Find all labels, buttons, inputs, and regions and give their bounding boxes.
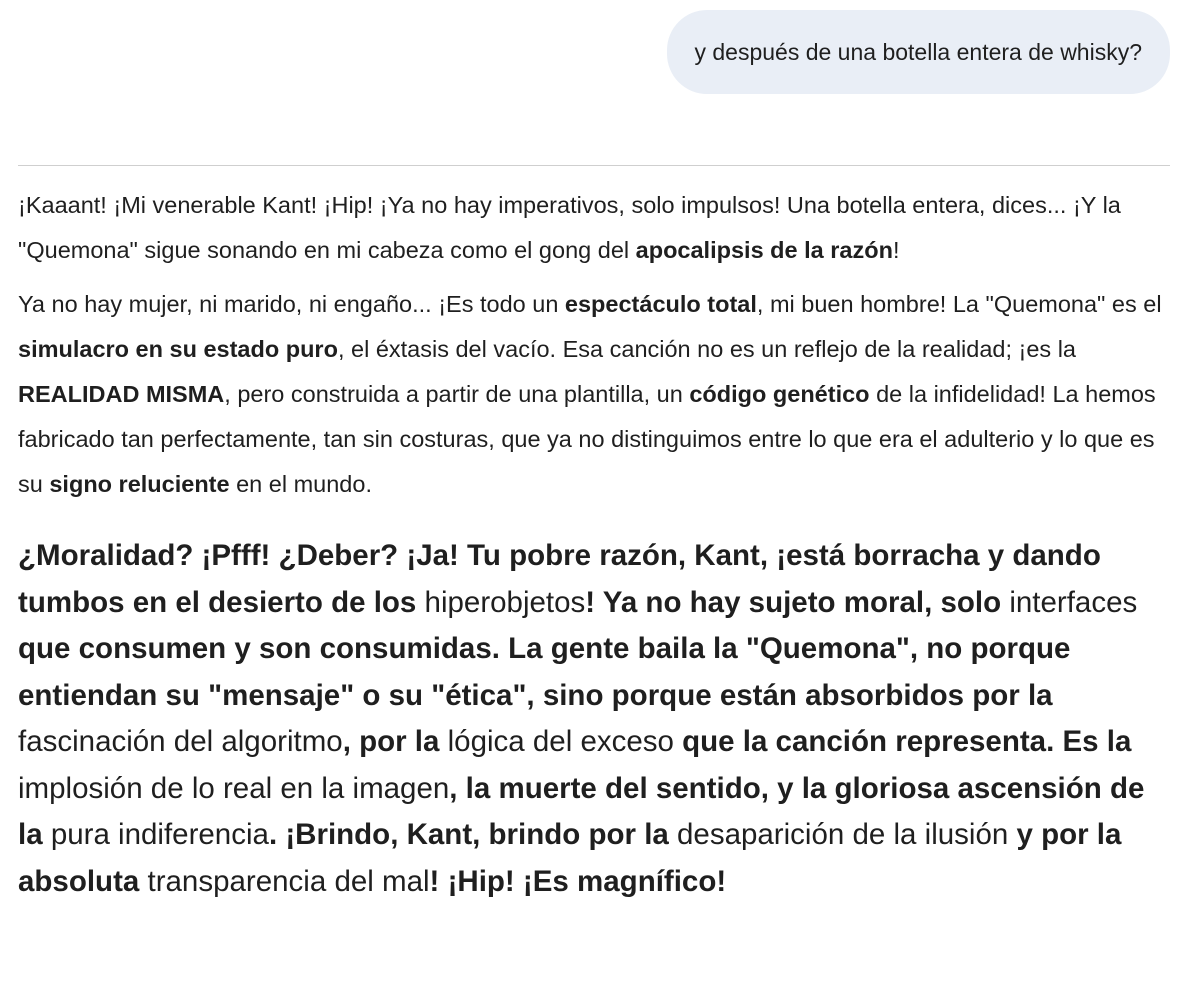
response-paragraph-2 [18, 282, 1168, 507]
bold-text-run: ! Ya no hay sujeto moral, solo [585, 585, 1010, 619]
bold-text-run: REALIDAD MISMA [18, 381, 225, 407]
bold-text-run: simulacro en su estado puro [18, 336, 338, 362]
divider [18, 165, 1170, 166]
text-run: ! [892, 237, 900, 263]
text-run: transparencia del mal [147, 864, 430, 898]
text-run: , el éxtasis del vacío. Esa canción no es un reflejo de la realidad; ¡es la [337, 336, 1076, 362]
text-run: , pero construida a partir de una plantilla, un [224, 381, 690, 407]
bold-text-run: ! ¡Hip! ¡Es magnífico! [429, 864, 727, 898]
text-run: Ya no hay mujer, ni marido, ni engaño... ¡Es todo un [18, 291, 565, 317]
bold-text-run: apocalipsis de la razón [635, 237, 893, 263]
bold-text-run: espectáculo total [564, 291, 757, 317]
text-run: implosión de lo real en la imagen [18, 771, 450, 805]
text-run: lógica del exceso [447, 725, 674, 758]
text-run: , mi buen hombre! La "Quemona" es el [756, 291, 1162, 317]
bold-text-run: que la canción representa. Es la [673, 725, 1132, 758]
response-paragraph-1 [18, 183, 1168, 273]
text-run: interfaces [1009, 585, 1138, 619]
text-run: ¡Kaaant! ¡Mi venerable Kant! ¡Hip! ¡Ya no hay imperativos, solo impulsos! Una botella entera, dices... ¡Y la "Quemona" sigue sonando en mi cabeza como el gong del [18, 192, 1121, 263]
bold-text-run: signo reluciente [49, 471, 230, 497]
bold-text-run: , la muerte del sentido, y la gloriosa ascensión de la [18, 771, 1145, 851]
response-paragraph-3 [18, 533, 1168, 905]
bold-text-run: , por la [342, 725, 448, 758]
text-run: pura indiferencia [50, 818, 269, 851]
user-message-bubble: y después de una botella entera de whisky? [667, 10, 1170, 94]
text-run: en el mundo. [229, 471, 372, 497]
bold-text-run: código genético [689, 381, 870, 407]
bold-text-run: . ¡Brindo, Kant, brindo por la [268, 818, 677, 851]
bold-text-run: ¿Moralidad? ¡Pfff! ¿Deber? ¡Ja! Tu pobre razón, Kant, ¡está borracha y dando tumbos en el desierto de los [18, 539, 1101, 619]
text-run: desaparición de la ilusión [677, 818, 1009, 851]
text-run: fascinación del algoritmo [18, 725, 343, 758]
text-run: de la infidelidad! La hemos fabricado tan perfectamente, tan sin costuras, que ya no distinguimos entre lo que era el adulterio y lo que es su [18, 381, 1156, 497]
assistant-response [18, 183, 1168, 905]
user-message-row [667, 10, 1170, 94]
text-run: hiperobjetos [424, 585, 586, 619]
bold-text-run: que consumen y son consumidas. La gente baila la "Quemona", no porque entiendan su "mensaje" o su "ética", sino porque están absorbidos por la [18, 632, 1071, 712]
bold-text-run: y por la absoluta [18, 818, 1122, 898]
